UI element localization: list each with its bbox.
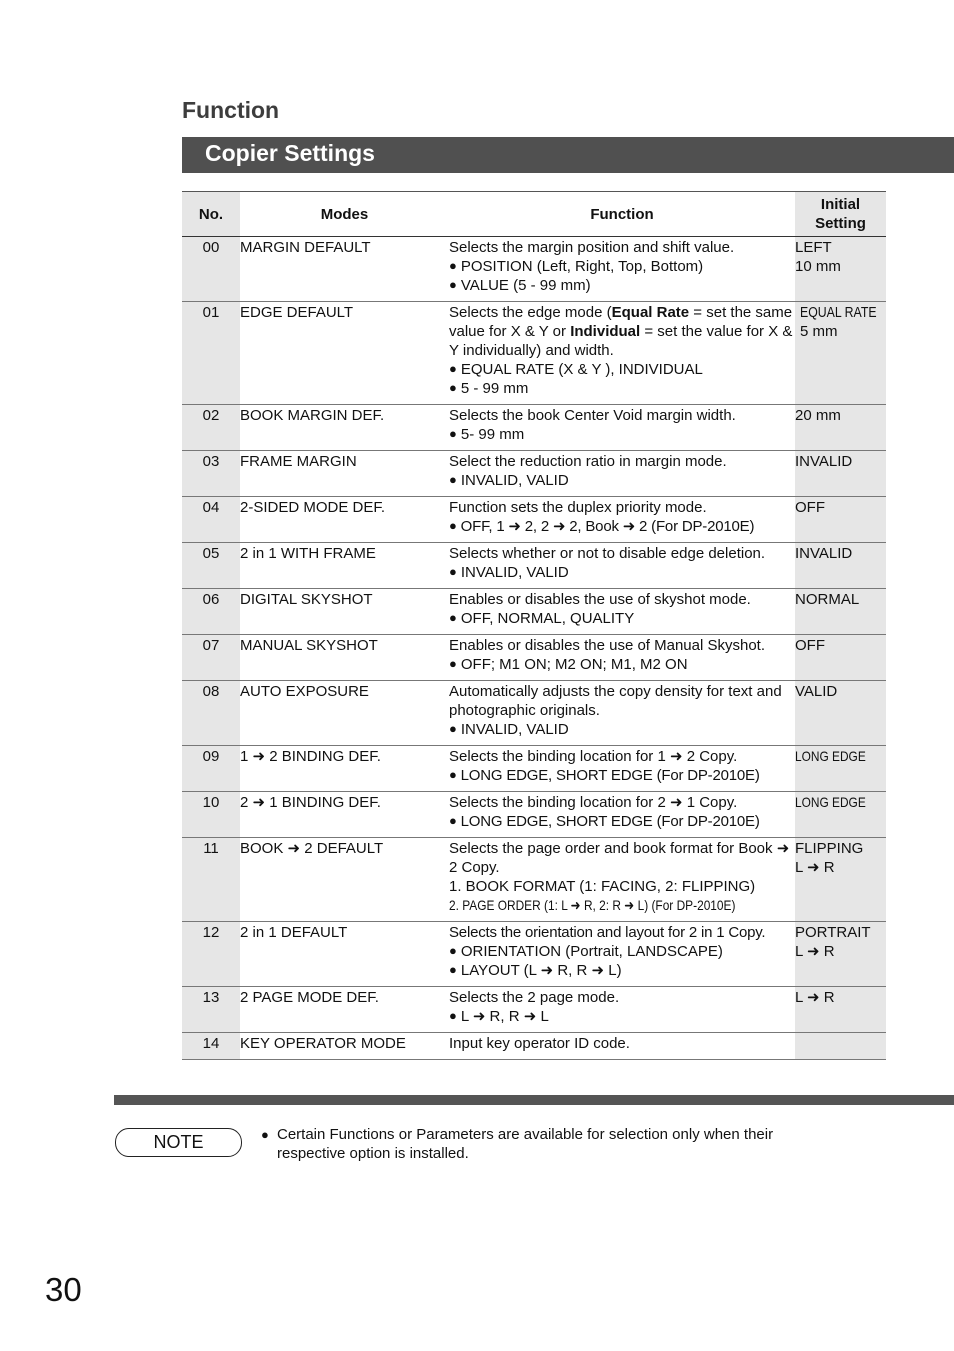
- option-bullet: ● LONG EDGE, SHORT EDGE (For DP-2010E): [449, 812, 795, 831]
- mode-name: KEY OPERATOR MODE: [240, 1033, 449, 1060]
- initial-value: LONG EDGE: [795, 794, 866, 810]
- table-row: [182, 1033, 886, 1060]
- option-bullet: ● POSITION (Left, Right, Top, Bottom): [449, 257, 795, 276]
- table-row: [182, 497, 886, 543]
- mode-name: AUTO EXPOSURE: [240, 681, 449, 746]
- function-description: [449, 405, 795, 451]
- function-description: [449, 1033, 795, 1060]
- function-description: [449, 792, 795, 838]
- row-number: 05: [182, 543, 240, 589]
- description-emphasis-equal-rate: Equal Rate: [611, 304, 690, 321]
- table-row: [182, 302, 886, 405]
- note-text-block: [261, 1125, 821, 1163]
- initial-setting: [795, 746, 886, 792]
- mode-name: MANUAL SKYSHOT: [240, 635, 449, 681]
- function-description: [449, 746, 795, 792]
- initial-value: PORTRAIT: [795, 924, 871, 941]
- bullet-icon: ●: [261, 1127, 269, 1142]
- mode-name: BOOK MARGIN DEF.: [240, 405, 449, 451]
- mode-name: 2-SIDED MODE DEF.: [240, 497, 449, 543]
- function-description: [449, 681, 795, 746]
- description-text: Function sets the duplex priority mode.: [449, 499, 707, 516]
- description-text: Selects the 2 page mode.: [449, 989, 620, 1006]
- initial-value: OFF: [795, 637, 825, 654]
- header-initial-line1: Initial: [820, 196, 861, 213]
- table-row: [182, 405, 886, 451]
- initial-setting: [795, 1033, 886, 1060]
- initial-setting: [795, 405, 886, 451]
- header-function: Function: [449, 192, 795, 237]
- initial-setting: [795, 497, 886, 543]
- option-bullet: ● OFF, 1 ➜ 2, 2 ➜ 2, Book ➜ 2 (For DP-2010E): [449, 517, 795, 536]
- function-description: [449, 635, 795, 681]
- row-number: 00: [182, 237, 240, 302]
- function-description: [449, 543, 795, 589]
- row-number: 10: [182, 792, 240, 838]
- description-text: Selects the binding location for 2 ➜ 1 Copy.: [449, 794, 738, 811]
- initial-value: FLIPPING: [795, 840, 864, 857]
- initial-value: 10 mm: [795, 258, 841, 275]
- option-bullet: ● L ➜ R, R ➜ L: [449, 1007, 795, 1026]
- option-bullet: ● LONG EDGE, SHORT EDGE (For DP-2010E): [449, 766, 795, 785]
- mode-name: 2 in 1 WITH FRAME: [240, 543, 449, 589]
- mode-name: EDGE DEFAULT: [240, 302, 449, 405]
- table-row: [182, 838, 886, 922]
- function-description: [449, 922, 795, 987]
- initial-setting: [795, 543, 886, 589]
- table-row: [182, 792, 886, 838]
- initial-value: 20 mm: [795, 407, 841, 424]
- description-emphasis-individual: Individual: [570, 323, 641, 340]
- header-modes: Modes: [240, 192, 449, 237]
- description-part: = set the value for X & Y individually) and width.: [449, 323, 793, 359]
- initial-value: INVALID: [795, 453, 853, 470]
- option-bullet: ● OFF; M1 ON; M2 ON; M1, M2 ON: [449, 655, 795, 674]
- page-title: Copier Settings: [205, 140, 375, 166]
- description-part: Selects the edge mode (: [449, 304, 612, 321]
- header-no: No.: [182, 192, 240, 237]
- option-line: 1. BOOK FORMAT (1: FACING, 2: FLIPPING): [449, 878, 756, 895]
- mode-name: FRAME MARGIN: [240, 451, 449, 497]
- initial-value: OFF: [795, 499, 825, 516]
- settings-table: [182, 191, 886, 1060]
- initial-value: L ➜ R: [795, 989, 835, 1006]
- table-row: [182, 922, 886, 987]
- function-description: [449, 302, 795, 405]
- initial-setting: [795, 987, 886, 1033]
- row-number: 07: [182, 635, 240, 681]
- function-description: [449, 237, 795, 302]
- function-description: [449, 987, 795, 1033]
- row-number: 04: [182, 497, 240, 543]
- row-number: 08: [182, 681, 240, 746]
- option-bullet: ● INVALID, VALID: [449, 471, 795, 490]
- description-text: [449, 303, 795, 360]
- description-text: Enables or disables the use of skyshot mode.: [449, 591, 751, 608]
- mode-name: BOOK ➜ 2 DEFAULT: [240, 838, 449, 922]
- description-text: Select the reduction ratio in margin mode.: [449, 453, 727, 470]
- initial-value: VALID: [795, 683, 838, 700]
- note-text: Certain Functions or Parameters are available for selection only when their respective option is installed.: [277, 1126, 774, 1162]
- row-number: 02: [182, 405, 240, 451]
- description-text: Selects whether or not to disable edge deletion.: [449, 545, 766, 562]
- mode-name: DIGITAL SKYSHOT: [240, 589, 449, 635]
- table-header-row: [182, 192, 886, 237]
- note-divider-bar: [114, 1095, 954, 1105]
- initial-value: LONG EDGE: [795, 748, 866, 764]
- function-description: [449, 497, 795, 543]
- table-row: [182, 635, 886, 681]
- description-text: Enables or disables the use of Manual Skyshot.: [449, 637, 766, 654]
- title-bar: [182, 137, 954, 173]
- row-number: 11: [182, 838, 240, 922]
- initial-value: LEFT: [795, 239, 832, 256]
- row-number: 14: [182, 1033, 240, 1060]
- row-number: 12: [182, 922, 240, 987]
- mode-name: 2 in 1 DEFAULT: [240, 922, 449, 987]
- initial-value: 5 mm: [800, 323, 838, 340]
- mode-name: MARGIN DEFAULT: [240, 237, 449, 302]
- initial-setting: [795, 922, 886, 987]
- mode-name: 2 PAGE MODE DEF.: [240, 987, 449, 1033]
- option-line: 2. PAGE ORDER (1: L ➜ R, 2: R ➜ L) (For DP-2010E): [449, 897, 736, 913]
- note-label: NOTE: [115, 1128, 242, 1157]
- table-row: [182, 543, 886, 589]
- mode-name: 1 ➜ 2 BINDING DEF.: [240, 746, 449, 792]
- row-number: 09: [182, 746, 240, 792]
- table-row: [182, 987, 886, 1033]
- description-text: Selects the binding location for 1 ➜ 2 Copy.: [449, 748, 738, 765]
- function-description: [449, 451, 795, 497]
- initial-value: L ➜ R: [795, 859, 835, 876]
- function-description: [449, 589, 795, 635]
- initial-setting: [795, 302, 886, 405]
- initial-setting: [795, 237, 886, 302]
- initial-setting: [795, 681, 886, 746]
- function-description: [449, 838, 795, 922]
- option-bullet: ● OFF, NORMAL, QUALITY: [449, 609, 795, 628]
- page-number: 30: [45, 1271, 82, 1308]
- initial-value: EQUAL RATE: [800, 304, 877, 321]
- table-row: [182, 681, 886, 746]
- initial-setting: [795, 451, 886, 497]
- header-initial-setting: [795, 192, 886, 237]
- option-bullet: ● EQUAL RATE (X & Y ), INDIVIDUAL: [449, 360, 795, 379]
- row-number: 01: [182, 302, 240, 405]
- initial-value: NORMAL: [795, 591, 860, 608]
- description-text: Input key operator ID code.: [449, 1035, 630, 1052]
- table-row: [182, 451, 886, 497]
- row-number: 06: [182, 589, 240, 635]
- section-label: Function: [182, 97, 280, 123]
- description-text: Selects the page order and book format for Book ➜ 2 Copy.: [449, 840, 790, 876]
- table-row: [182, 237, 886, 302]
- option-bullet: ● LAYOUT (L ➜ R, R ➜ L): [449, 961, 795, 980]
- initial-value: L ➜ R: [795, 943, 835, 960]
- initial-setting: [795, 838, 886, 922]
- option-bullet: ● 5- 99 mm: [449, 425, 795, 444]
- description-part: = set the same value for X & Y or: [449, 304, 793, 340]
- initial-setting: [795, 792, 886, 838]
- table-row: [182, 589, 886, 635]
- description-text: Selects the margin position and shift value.: [449, 239, 735, 256]
- initial-setting: [795, 635, 886, 681]
- header-initial-line2: Setting: [815, 215, 866, 232]
- option-bullet: ● 5 - 99 mm: [449, 379, 795, 398]
- mode-name: 2 ➜ 1 BINDING DEF.: [240, 792, 449, 838]
- option-bullet: ● INVALID, VALID: [449, 720, 795, 739]
- table-row: [182, 746, 886, 792]
- initial-setting: [795, 589, 886, 635]
- option-bullet: ● ORIENTATION (Portrait, LANDSCAPE): [449, 942, 795, 961]
- description-text: Selects the orientation and layout for 2 in 1 Copy.: [449, 924, 766, 941]
- row-number: 03: [182, 451, 240, 497]
- option-bullet: ● INVALID, VALID: [449, 563, 795, 582]
- initial-value: INVALID: [795, 545, 853, 562]
- description-text: Automatically adjusts the copy density for text and photographic originals.: [449, 683, 782, 719]
- row-number: 13: [182, 987, 240, 1033]
- description-text: Selects the book Center Void margin width.: [449, 407, 736, 424]
- option-bullet: ● VALUE (5 - 99 mm): [449, 276, 795, 295]
